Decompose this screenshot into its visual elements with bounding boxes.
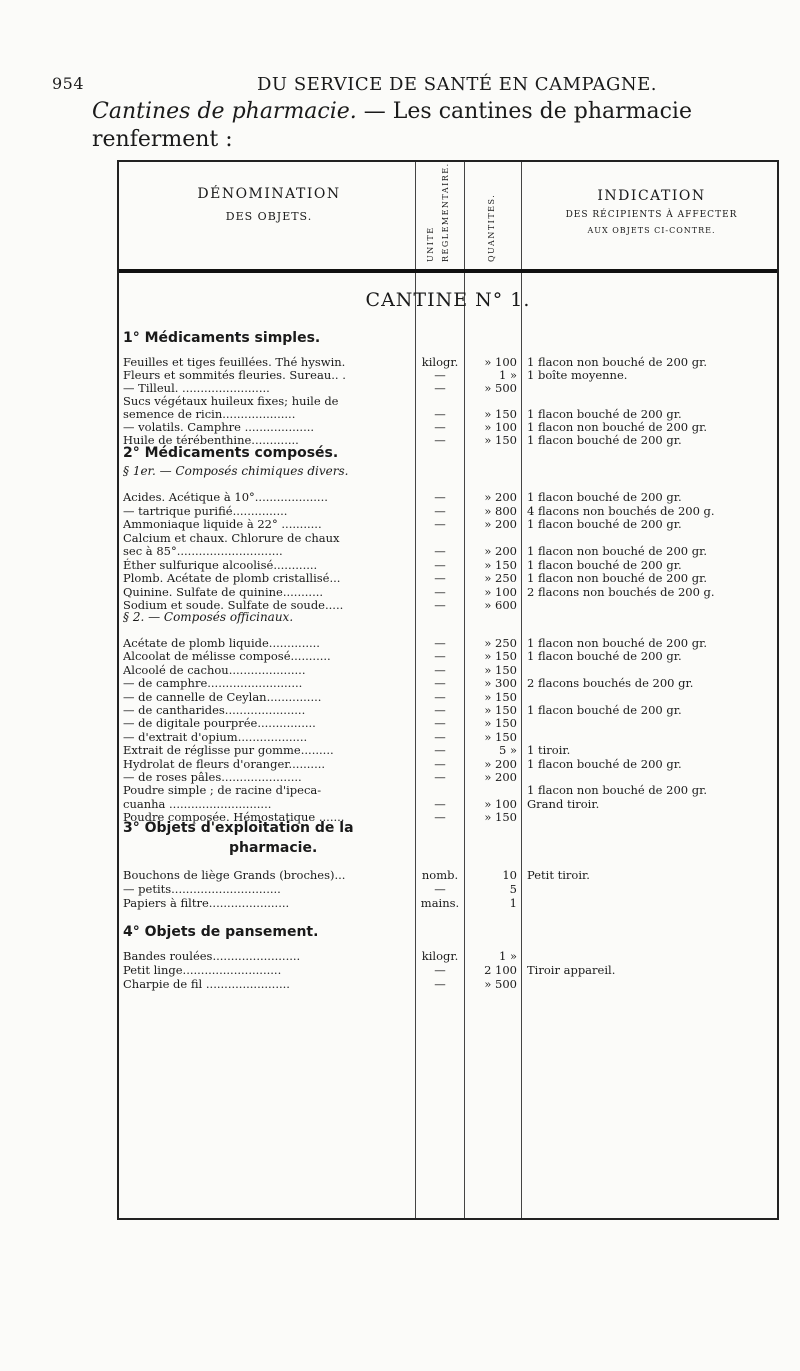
header-quantites: QUANTITÉS. xyxy=(487,193,496,262)
row-designation: — de camphre.......................... xyxy=(123,676,303,691)
row-designation: Éther sulfurique alcoolisé............ xyxy=(123,557,318,572)
row-indication: 1 flacon non bouché de 200 gr. xyxy=(527,636,707,650)
table-row xyxy=(119,896,777,910)
row-designation: — tartrique purifié............... xyxy=(123,503,288,518)
row-indication: 1 tiroir. xyxy=(527,743,571,758)
row-quantity: » 150 xyxy=(484,649,517,664)
row-unit: — xyxy=(434,963,446,977)
row-quantity: » 100 xyxy=(484,584,517,599)
table-row xyxy=(119,690,777,704)
row-quantity: » 200 xyxy=(484,517,517,531)
row-quantity: » 100 xyxy=(484,420,517,434)
row-indication: 1 flacon non bouché de 200 gr. xyxy=(527,571,707,585)
row-indication: 1 flacon non bouché de 200 gr. xyxy=(527,420,707,434)
row-quantity: » 200 xyxy=(484,756,517,771)
table-row xyxy=(119,868,777,882)
row-unit: — xyxy=(434,649,446,664)
row-unit: — xyxy=(434,490,446,504)
intro-text: — Les cantines de pharmacie renferment : xyxy=(92,99,692,152)
row-quantity: » 150 xyxy=(484,662,517,677)
row-designation: Huile de térébenthine............. xyxy=(123,433,299,447)
row-designation: Hydrolat de fleurs d'oranger.......... xyxy=(123,756,326,771)
row-quantity: » 500 xyxy=(484,977,517,991)
row-unit: — xyxy=(434,517,446,531)
row-quantity: 1 xyxy=(509,896,517,910)
row-unit: — xyxy=(434,420,446,434)
row-indication: Grand tiroir. xyxy=(527,796,600,811)
row-unit: — xyxy=(434,729,446,744)
row-designation: Poudre composée. Hémostatique ....... xyxy=(123,810,345,825)
table-row xyxy=(119,770,777,784)
row-unit: — xyxy=(434,557,446,572)
table-row xyxy=(119,663,777,677)
row-unit: — xyxy=(434,689,446,704)
row-quantity: » 150 xyxy=(484,557,517,572)
row-unit: — xyxy=(434,433,446,447)
row-unit: — xyxy=(434,381,446,395)
row-designation: — volatils. Camphre ................... xyxy=(123,420,315,434)
table-row xyxy=(119,977,777,991)
section-title-cont: pharmacie. xyxy=(229,840,318,856)
row-indication: 1 flacon bouché de 200 gr. xyxy=(527,433,682,447)
row-designation: — d'extrait d'opium................... xyxy=(123,729,308,744)
row-quantity: » 150 xyxy=(484,407,517,421)
section-subtitle: § 2. — Composés officinaux. xyxy=(123,610,294,624)
row-indication: 1 flacon non bouché de 200 gr. xyxy=(527,355,707,369)
table-row xyxy=(119,394,777,408)
row-unit: — xyxy=(434,662,446,677)
row-unit: — xyxy=(434,770,446,784)
header-indication-sub1: DES RÉCIPIENTS À AFFECTER xyxy=(565,210,738,220)
table-row xyxy=(119,797,777,811)
row-designation: — de cannelle de Ceylan............... xyxy=(123,689,322,704)
row-indication: 1 boîte moyenne. xyxy=(527,368,628,382)
row-quantity: » 150 xyxy=(484,433,517,447)
row-quantity: » 100 xyxy=(484,796,517,811)
row-designation: Bandes roulées........................ xyxy=(123,949,301,963)
table-row xyxy=(119,531,777,545)
row-unit: — xyxy=(434,810,446,825)
row-quantity: » 300 xyxy=(484,676,517,691)
row-designation: Feuilles et tiges feuillées. Thé hyswin. xyxy=(123,355,346,369)
row-designation: Fleurs et sommités fleuries. Sureau.. . xyxy=(123,368,346,382)
header-unite: UNITÉ xyxy=(426,226,435,262)
row-designation: sec à 85°............................. xyxy=(123,544,283,558)
row-unit: nomb. xyxy=(421,868,459,882)
table-row xyxy=(119,963,777,977)
header-indication-sub2: AUX OBJETS CI-CONTRE. xyxy=(587,226,716,235)
row-designation: Acétate de plomb liquide.............. xyxy=(123,636,320,650)
row-quantity: » 600 xyxy=(484,598,517,612)
row-quantity: » 200 xyxy=(484,490,517,504)
row-unit: — xyxy=(434,743,446,758)
row-designation: Calcium et chaux. Chlorure de chaux xyxy=(123,530,340,545)
table-row xyxy=(119,585,777,599)
row-unit: — xyxy=(434,544,446,558)
section-title: 2° Médicaments composés. xyxy=(123,445,339,461)
table-row xyxy=(119,381,777,395)
row-indication: 1 flacon bouché de 200 gr. xyxy=(527,490,682,504)
row-unit: — xyxy=(434,407,446,421)
cantine-title: CANTINE N° 1. xyxy=(365,289,531,311)
row-unit: — xyxy=(434,703,446,717)
row-quantity: » 200 xyxy=(484,544,517,558)
table-row xyxy=(119,949,777,963)
row-designation: — petits.............................. xyxy=(123,882,281,896)
row-unit: kilogr. xyxy=(421,949,459,963)
row-quantity: » 100 xyxy=(484,355,517,369)
table-row xyxy=(119,368,777,382)
row-designation: Acides. Acétique à 10°.................... xyxy=(123,490,328,504)
row-designation: — de roses pâles...................... xyxy=(123,770,302,784)
row-indication: 4 flacons non bouchés de 200 g. xyxy=(527,503,715,518)
row-quantity: 5 » xyxy=(498,743,517,758)
row-unit: — xyxy=(434,882,446,896)
row-quantity: » 250 xyxy=(484,571,517,585)
row-quantity: » 150 xyxy=(484,729,517,744)
row-indication: 2 flacons bouchés de 200 gr. xyxy=(527,676,694,691)
section-subtitle: § 1er. — Composés chimiques divers. xyxy=(123,464,349,478)
table-row xyxy=(119,517,777,531)
header-rule xyxy=(119,269,777,273)
table-row xyxy=(119,649,777,663)
table-row xyxy=(119,544,777,558)
row-unit: — xyxy=(434,676,446,691)
row-indication: 1 flacon bouché de 200 gr. xyxy=(527,703,682,717)
header-des-objets: DES OBJETS. xyxy=(225,210,313,223)
row-unit: — xyxy=(434,796,446,811)
row-designation: — de digitale pourprée................ xyxy=(123,716,316,731)
table-row xyxy=(119,558,777,572)
row-indication: Petit tiroir. xyxy=(527,868,590,882)
row-designation: Petit linge........................... xyxy=(123,963,282,977)
row-designation: Sucs végétaux huileux fixes; huile de xyxy=(123,394,339,408)
row-indication: 1 flacon bouché de 200 gr. xyxy=(527,756,682,771)
row-quantity: 2 100 xyxy=(484,963,517,977)
intro-title: Cantines de pharmacie. xyxy=(92,99,357,124)
running-head: DU SERVICE DE SANTÉ EN CAMPAGNE. xyxy=(257,74,657,95)
row-designation: Papiers à filtre...................... xyxy=(123,896,290,910)
row-quantity: » 200 xyxy=(484,770,517,784)
table-row xyxy=(119,703,777,717)
table-row xyxy=(119,676,777,690)
row-quantity: » 150 xyxy=(484,810,517,825)
section-title: 4° Objets de pansement. xyxy=(123,924,319,940)
row-designation: — de cantharides...................... xyxy=(123,703,306,717)
row-designation: Ammoniaque liquide à 22° ........... xyxy=(123,517,322,531)
row-indication: Tiroir appareil. xyxy=(527,963,616,977)
row-designation: Extrait de réglisse pur gomme......... xyxy=(123,743,334,758)
table-row xyxy=(119,407,777,421)
row-indication: 1 flacon bouché de 200 gr. xyxy=(527,517,682,531)
table-row xyxy=(119,716,777,730)
table-row xyxy=(119,882,777,896)
row-unit: — xyxy=(434,636,446,650)
row-quantity: 1 » xyxy=(498,368,517,382)
row-indication: 1 flacon bouché de 200 gr. xyxy=(527,407,682,421)
table-row xyxy=(119,490,777,504)
row-unit: — xyxy=(434,584,446,599)
row-unit: mains. xyxy=(420,896,460,910)
row-designation: Plomb. Acétate de plomb cristallisé... xyxy=(123,571,341,585)
table-row xyxy=(119,730,777,744)
row-unit: — xyxy=(434,598,446,612)
row-unit: — xyxy=(434,368,446,382)
row-quantity: » 150 xyxy=(484,703,517,717)
page-number: 954 xyxy=(52,74,85,93)
row-quantity: 5 xyxy=(509,882,517,896)
row-quantity: 10 xyxy=(502,868,517,882)
table-row xyxy=(119,355,777,369)
row-quantity: » 500 xyxy=(484,381,517,395)
row-designation: Alcoolé de cachou..................... xyxy=(123,662,306,677)
section-title: 3° Objets d'exploitation de la xyxy=(123,820,354,836)
row-unit: — xyxy=(434,716,446,731)
row-unit: — xyxy=(434,756,446,771)
table-row xyxy=(119,636,777,650)
table-row xyxy=(119,743,777,757)
table-row xyxy=(119,757,777,771)
cantine-table xyxy=(117,160,779,1220)
header-denomination: DÉNOMINATION xyxy=(197,186,341,202)
row-designation: Bouchons de liège Grands (broches)... xyxy=(123,868,346,882)
row-designation: Quinine. Sulfate de quinine........... xyxy=(123,584,324,599)
row-unit: kilogr. xyxy=(421,355,459,369)
row-designation: Alcoolat de mélisse composé........... xyxy=(123,649,331,664)
row-indication: 1 flacon non bouché de 200 gr. xyxy=(527,783,707,798)
table-row xyxy=(119,783,777,797)
row-unit: — xyxy=(434,977,446,991)
row-designation: Poudre simple ; de racine d'ipeca- xyxy=(123,783,322,798)
row-designation: Charpie de fil ....................... xyxy=(123,977,290,991)
row-indication: 1 flacon bouché de 200 gr. xyxy=(527,649,682,664)
row-quantity: » 150 xyxy=(484,689,517,704)
row-designation: cuanha ............................ xyxy=(123,796,272,811)
row-quantity: » 800 xyxy=(484,503,517,518)
row-designation: — Tilleul. ........................ xyxy=(123,381,270,395)
row-unit: — xyxy=(434,571,446,585)
table-row xyxy=(119,571,777,585)
row-designation: Sodium et soude. Sulfate de soude..... xyxy=(123,598,344,612)
header-indication: INDICATION xyxy=(597,188,706,204)
row-indication: 1 flacon non bouché de 200 gr. xyxy=(527,544,707,558)
row-indication: 1 flacon bouché de 200 gr. xyxy=(527,557,682,572)
table-row xyxy=(119,420,777,434)
header-reglementaire: RÉGLEMENTAIRE. xyxy=(441,162,450,262)
row-quantity: » 150 xyxy=(484,716,517,731)
row-quantity: » 250 xyxy=(484,636,517,650)
intro-paragraph xyxy=(92,98,782,154)
section-title: 1° Médicaments simples. xyxy=(123,330,321,346)
row-designation: semence de ricin.................... xyxy=(123,407,296,421)
table-row xyxy=(119,504,777,518)
row-quantity: 1 » xyxy=(498,949,517,963)
row-indication: 2 flacons non bouchés de 200 g. xyxy=(527,584,715,599)
row-unit: — xyxy=(434,503,446,518)
